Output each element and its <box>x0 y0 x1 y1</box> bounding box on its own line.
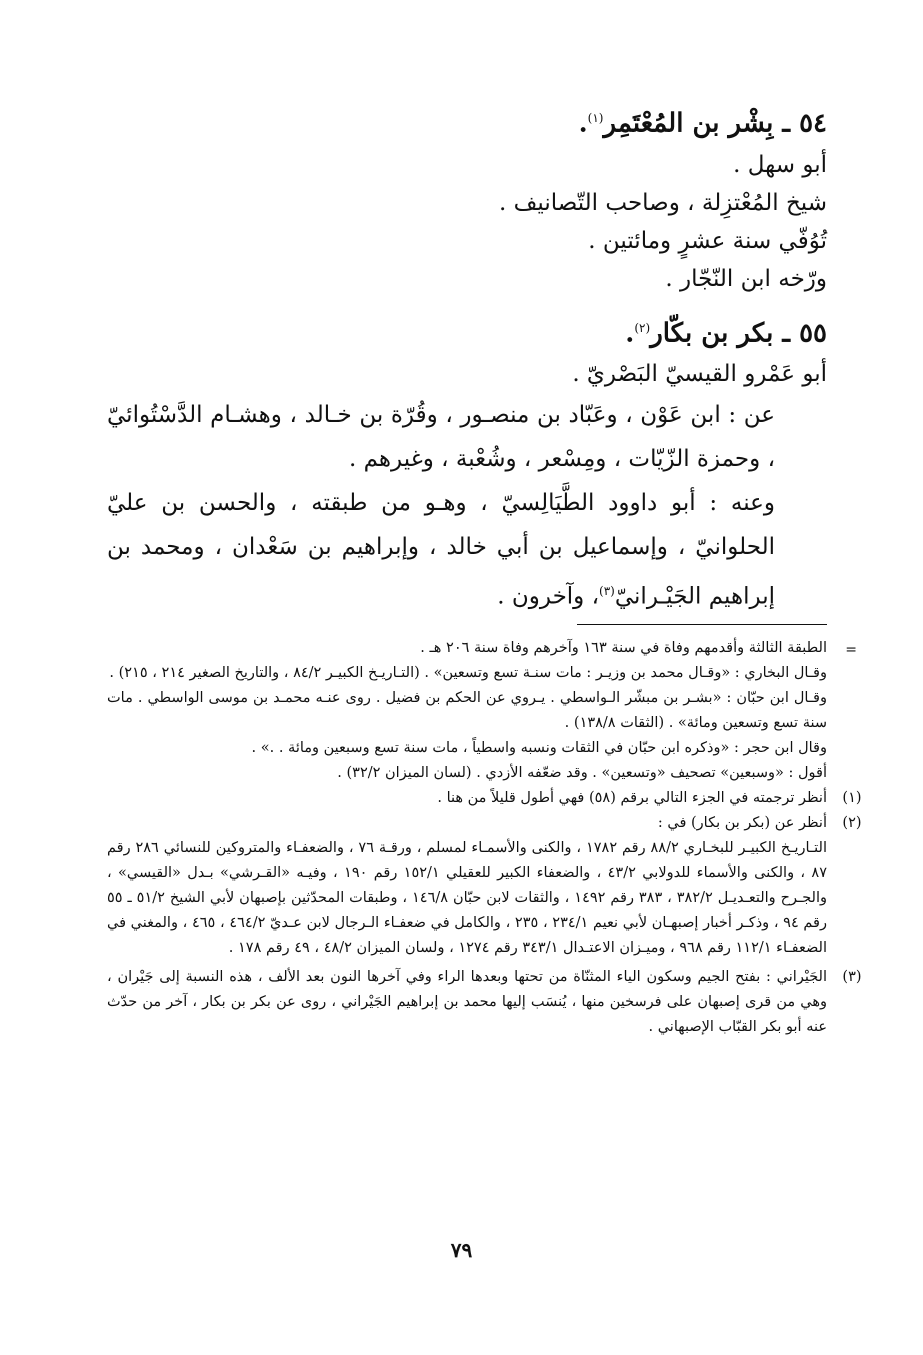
entry-55-heading <box>107 306 827 356</box>
footnote-continued-line-1: الطبقة الثالثة وأقدمهم وفاة في سنة ١٦٣ وآخرهم وفاة سنة ٢٠٦ هـ . <box>420 640 827 656</box>
footnote-3 <box>107 965 862 1040</box>
entry-54-heading-text: ٥٤ ـ بِشْر بن المُعْتَمِر <box>603 108 827 139</box>
entry-54-end-mark: . <box>578 108 588 139</box>
entry-55-kunya: أبو عَمْرو القيسيّ البَصْريّ . <box>572 361 827 388</box>
footnote-1-text: أنظر ترجمته في الجزء التالي برقم (٥٨) فهي أطول قليلاً من هنا . <box>437 790 827 806</box>
entry-54-line-2: شيخ المُعْتزِلة ، وصاحب التّصانيف . <box>499 189 827 216</box>
footnote-continued-line-4: وقال ابن حجر : «وذكره ابن حبّان في الثقات ونسبه واسطياً ، مات سنة تسع وسبعين ومائة . .» . <box>251 740 827 756</box>
entry-55-heading-text: ٥٥ ـ بكر بن بكّار <box>650 318 827 349</box>
footnote-3-marker: (٣) <box>842 969 862 985</box>
footnote-1 <box>107 786 862 811</box>
footnote-continued-line-2: وقـال البخاري : «وقـال محمد بن وزيـر : مات سنـة تسع وتسعين» . (التـاريـخ الكبيـر ٨٤/٢ ، والتاريخ الصغير ٢١٤ ، ٢١٥) . <box>109 665 827 681</box>
entry-54-line-4: ورّخه ابن النّجّار . <box>665 265 827 292</box>
footnote-1-marker: (١) <box>842 790 862 806</box>
continuation-marker: = <box>845 642 857 658</box>
main-text <box>107 96 827 619</box>
footnote-2 <box>107 811 862 961</box>
footnote-ref-1: (١) <box>587 111 604 125</box>
footnote-ref-3: (٣) <box>599 584 615 599</box>
footnote-2-marker: (٢) <box>842 815 862 831</box>
page-number: ٧٩ <box>450 1238 473 1262</box>
entry-55-students-end: ، وآخرون . <box>497 583 600 610</box>
footnote-continued-line-5: أقول : «وسبعين» تصحيف «وتسعين» . وقد ضعّفه الأزدي . (لسان الميزان ٣٢/٢) . <box>337 765 827 781</box>
entry-54-heading <box>107 96 827 146</box>
entry-55-students-text: وعنه : أبو داوود الطَّيَالِسيّ ، وهـو من طبقته ، والحسن بن عليّ الحلوانيّ ، وإسماعيل بن أبي خالد ، وإبراهيم بن سَعْدان ، ومحمد بن إبراهيم الجَيْـرانيّ <box>107 490 775 610</box>
entry-54-line-1: أبو سهل . <box>733 151 827 178</box>
footnote-ref-2: (٢) <box>634 320 651 335</box>
entry-54-line-3: تُوُفّي سنة عشرٍ ومائتين . <box>588 227 827 254</box>
footnote-continued-line-3: وقـال ابن حبّان : «بشـر بن مبشّر الـواسطي . يـروي عن الحكم بن فضيل . روى عنـه محمـد بن موسى الواسطي . مات سنة تسع وتسعين ومائة» . (الثقات ١٣٨/٨) . <box>107 690 827 731</box>
entry-55-teachers: عن : ابن عَوْن ، وعَبّاد بن منصـور ، وقُرّة بن خـالد ، وهشـام الدَّسْتُوائيّ ، وحمزة الزّيّات ، ومِسْعر ، وشُعْبة ، وغيرهم . <box>107 402 775 473</box>
entry-55-end-mark: . <box>625 318 635 349</box>
footnote-continued <box>107 636 857 786</box>
entry-55-students <box>107 481 827 619</box>
footnote-separator <box>577 624 827 625</box>
footnotes-section <box>107 636 862 1040</box>
footnote-2-sources: التـاريـخ الكبيـر للبخـاري ٨٨/٢ رقم ١٧٨٢ ، والكنى والأسمـاء لمسلم ، ورقـة ٧٦ ، والضعفـاء والمتروكين للنسائي ٢٨٦ رقم ٨٧ ، والكنى والأسماء للدولابي ٤٣/٢ ، والضعفاء الكبير للعقيلي ١٥٢/١ رقم ١٩٠ ، وفيـه «القـرشي» بـدل «القيسي» ، والجـرح والتعـديـل ٣٨٢/٢ ، ٣٨٣ رقم ١٤٩٢ ، والثقات لابن حبّان ١٤٦/٨ ، وطبقات المحدّثين بإصبهان لأبي الشيخ ٥١/٢ ـ ٥٥ رقم ٩٤ ، وذكـر أخبار إصبهـان لأبي نعيم ٢٣٤/١ ، ٢٣٥ ، والكامل في ضعفـاء الـرجال لابن عـديّ ٤٦٤/٢ ، ٤٦٥ ، والمغني في الضعفـاء ١١٢/١ رقم ٩٦٨ ، وميـزان الاعتـدال ٣٤٣/١ رقم ١٢٧٤ ، ولسان الميزان ٤٨/٢ ، ٤٩ رقم ١٧٨ . <box>107 840 828 956</box>
footnote-3-text: الجَيْراني : بفتح الجيم وسكون الياء المثنّاة من تحتها وبعدها الراء وفي آخرها النون بعد الألف ، هذه النسبة إلى جَيْران ، وهي من قرى إصبهان على فرسخين منها ، يُنسَب إليها محمد بن إبراهيم الجَيْراني ، روى عن بكر بن بكار ، آخر من حدّث عنه أبو بكر القبّاب الإصبهاني . <box>107 969 827 1035</box>
footnote-2-intro: أنظر عن (بكر بن بكار) في : <box>657 815 827 831</box>
